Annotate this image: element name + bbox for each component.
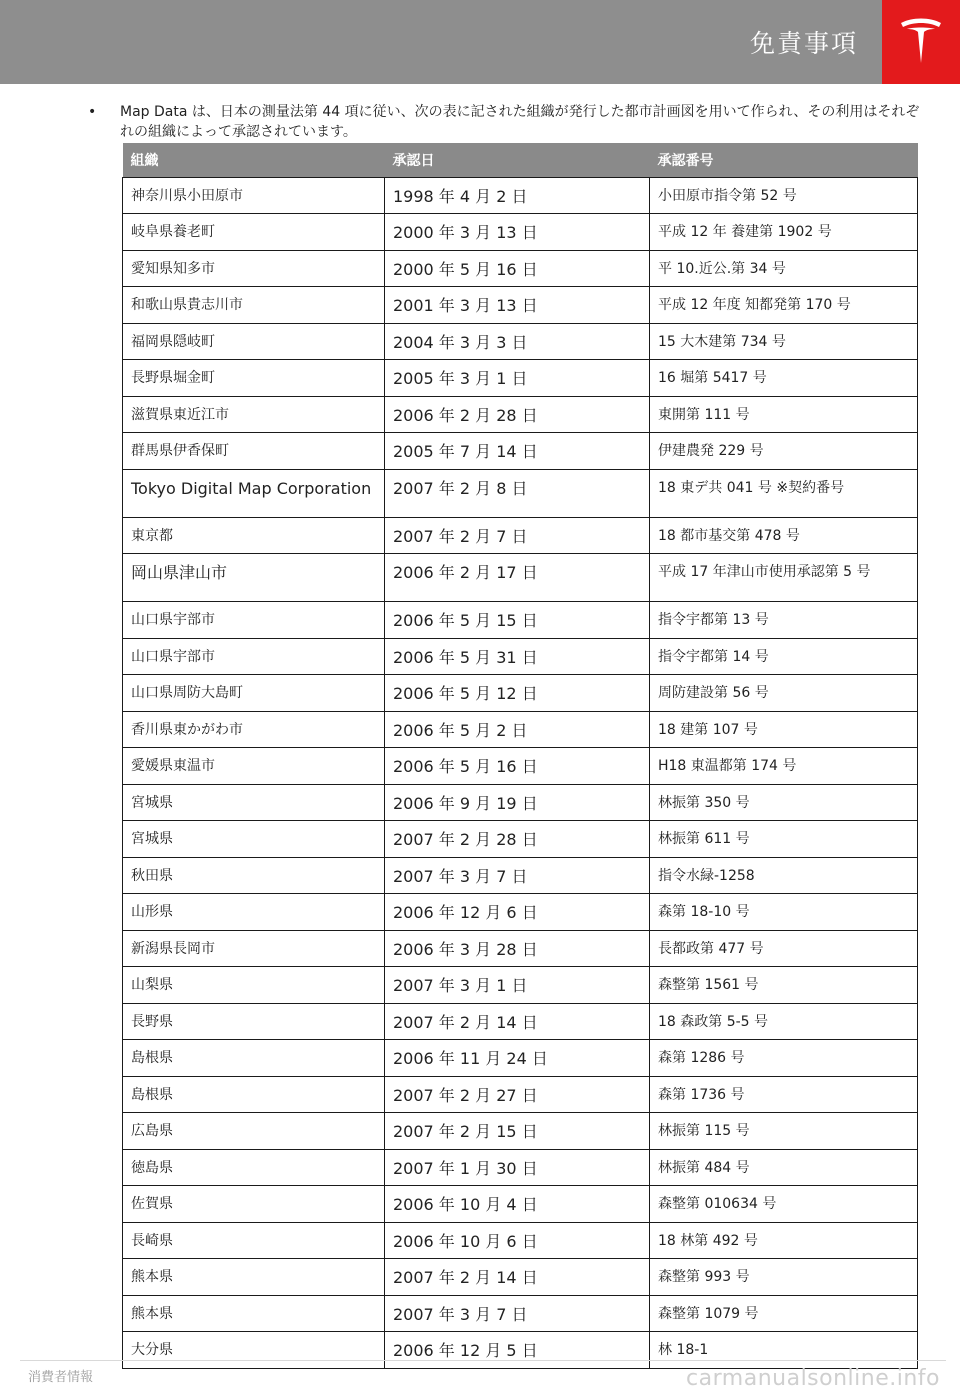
cell-organization: 長野県堀金町	[123, 360, 385, 397]
cell-organization: 熊本県	[123, 1259, 385, 1296]
cell-approval-date: 2006 年 5 月 12 日	[385, 675, 650, 712]
cell-approval-number: 平成 12 年 養建第 1902 号	[650, 214, 918, 251]
header-approval-date: 承認日	[385, 143, 650, 177]
table-row	[123, 821, 918, 858]
header-organization: 組織	[123, 143, 385, 177]
cell-organization: 滋賀県東近江市	[123, 396, 385, 433]
cell-approval-date: 2000 年 3 月 13 日	[385, 214, 650, 251]
cell-approval-number: 林振第 484 号	[650, 1149, 918, 1186]
cell-organization: 宮城県	[123, 784, 385, 821]
cell-approval-date: 2007 年 3 月 7 日	[385, 1295, 650, 1332]
table-row	[123, 323, 918, 360]
table-row	[123, 638, 918, 675]
cell-approval-number: 小田原市指令第 52 号	[650, 177, 918, 214]
cell-approval-date: 1998 年 4 月 2 日	[385, 177, 650, 214]
cell-organization: 佐賀県	[123, 1186, 385, 1223]
table-header-row	[123, 143, 918, 177]
table-row	[123, 711, 918, 748]
cell-approval-number: 森第 1286 号	[650, 1040, 918, 1077]
page-title: 免責事項	[749, 29, 858, 58]
cell-approval-number: 16 堀第 5417 号	[650, 360, 918, 397]
cell-organization: 島根県	[123, 1040, 385, 1077]
cell-organization: 岐阜県養老町	[123, 214, 385, 251]
cell-approval-date: 2007 年 2 月 15 日	[385, 1113, 650, 1150]
intro-text: Map Data は、日本の測量法第 44 項に従い、次の表に記された組織が発行した都市計画図を用いて作られ、その利用はそれぞれの組織によって承認されています。	[120, 104, 920, 140]
table-row	[123, 433, 918, 470]
cell-approval-number: 伊建農発 229 号	[650, 433, 918, 470]
cell-approval-number: 長都政第 477 号	[650, 930, 918, 967]
watermark: carmanualsonline.info	[686, 1366, 940, 1391]
footer-divider	[20, 1360, 946, 1361]
table-row	[123, 748, 918, 785]
cell-approval-date: 2001 年 3 月 13 日	[385, 287, 650, 324]
cell-approval-date: 2006 年 2 月 17 日	[385, 554, 650, 602]
cell-organization: 神奈川県小田原市	[123, 177, 385, 214]
tesla-logo-icon	[898, 17, 944, 67]
cell-approval-number: 林振第 115 号	[650, 1113, 918, 1150]
cell-approval-date: 2006 年 3 月 28 日	[385, 930, 650, 967]
cell-approval-number: 森整第 1561 号	[650, 967, 918, 1004]
cell-approval-date: 2006 年 12 月 5 日	[385, 1332, 650, 1369]
table-row	[123, 1332, 918, 1369]
table-row	[123, 1149, 918, 1186]
table-row	[123, 675, 918, 712]
table-row	[123, 554, 918, 602]
cell-approval-date: 2007 年 3 月 1 日	[385, 967, 650, 1004]
table-row	[123, 1040, 918, 1077]
cell-organization: 徳島県	[123, 1149, 385, 1186]
cell-approval-number: 森整第 993 号	[650, 1259, 918, 1296]
table-body	[123, 177, 918, 1368]
cell-organization: 山口県周防大島町	[123, 675, 385, 712]
cell-approval-date: 2007 年 2 月 27 日	[385, 1076, 650, 1113]
cell-organization: 秋田県	[123, 857, 385, 894]
cell-approval-date: 2007 年 3 月 7 日	[385, 857, 650, 894]
cell-organization: 長崎県	[123, 1222, 385, 1259]
table-row	[123, 517, 918, 554]
cell-organization: 山口県宇部市	[123, 602, 385, 639]
cell-approval-date: 2006 年 11 月 24 日	[385, 1040, 650, 1077]
cell-approval-number: 林振第 350 号	[650, 784, 918, 821]
cell-approval-number: 平成 17 年津山市使用承認第 5 号	[650, 554, 918, 602]
cell-approval-date: 2007 年 2 月 14 日	[385, 1003, 650, 1040]
cell-organization: 香川県東かがわ市	[123, 711, 385, 748]
cell-approval-number: 林振第 611 号	[650, 821, 918, 858]
cell-approval-date: 2007 年 2 月 14 日	[385, 1259, 650, 1296]
cell-approval-date: 2006 年 2 月 28 日	[385, 396, 650, 433]
footer-section-label: 消費者情報	[28, 1370, 94, 1385]
cell-organization: 和歌山県貴志川市	[123, 287, 385, 324]
cell-approval-number: 周防建設第 56 号	[650, 675, 918, 712]
cell-approval-date: 2006 年 5 月 31 日	[385, 638, 650, 675]
cell-organization: 新潟県長岡市	[123, 930, 385, 967]
cell-approval-date: 2006 年 5 月 2 日	[385, 711, 650, 748]
approval-table	[122, 143, 917, 1369]
cell-approval-number: 指令宇都第 13 号	[650, 602, 918, 639]
cell-organization: 愛媛県東温市	[123, 748, 385, 785]
cell-organization: 大分県	[123, 1332, 385, 1369]
cell-organization: Tokyo Digital Map Corporation	[123, 469, 385, 517]
cell-approval-number: 森第 18-10 号	[650, 894, 918, 931]
table-row	[123, 930, 918, 967]
cell-approval-date: 2007 年 2 月 7 日	[385, 517, 650, 554]
header-approval-number: 承認番号	[650, 143, 918, 177]
cell-organization: 広島県	[123, 1113, 385, 1150]
cell-approval-number: 指令宇都第 14 号	[650, 638, 918, 675]
cell-approval-number: 平成 12 年度 知都発第 170 号	[650, 287, 918, 324]
cell-approval-number: 東開第 111 号	[650, 396, 918, 433]
table-row	[123, 360, 918, 397]
cell-approval-date: 2005 年 3 月 1 日	[385, 360, 650, 397]
cell-approval-date: 2006 年 9 月 19 日	[385, 784, 650, 821]
cell-approval-date: 2004 年 3 月 3 日	[385, 323, 650, 360]
cell-approval-date: 2006 年 5 月 16 日	[385, 748, 650, 785]
cell-approval-date: 2006 年 10 月 6 日	[385, 1222, 650, 1259]
table-row	[123, 287, 918, 324]
cell-approval-date: 2007 年 2 月 8 日	[385, 469, 650, 517]
cell-organization: 愛知県知多市	[123, 250, 385, 287]
cell-organization: 東京都	[123, 517, 385, 554]
cell-approval-number: 18 建第 107 号	[650, 711, 918, 748]
table-row	[123, 250, 918, 287]
table-row	[123, 1259, 918, 1296]
table-row	[123, 1003, 918, 1040]
table-row	[123, 396, 918, 433]
cell-approval-number: 指令水緑-1258	[650, 857, 918, 894]
table-row	[123, 1295, 918, 1332]
cell-approval-date: 2006 年 5 月 15 日	[385, 602, 650, 639]
cell-organization: 福岡県隠岐町	[123, 323, 385, 360]
cell-approval-number: 林 18-1	[650, 1332, 918, 1369]
table-row	[123, 602, 918, 639]
table-row	[123, 1076, 918, 1113]
table-row	[123, 177, 918, 214]
table-row	[123, 1113, 918, 1150]
tesla-logo-box	[882, 0, 960, 84]
cell-approval-date: 2007 年 2 月 28 日	[385, 821, 650, 858]
table-row	[123, 1222, 918, 1259]
cell-organization: 群馬県伊香保町	[123, 433, 385, 470]
table-row	[123, 784, 918, 821]
cell-organization: 島根県	[123, 1076, 385, 1113]
cell-organization: 熊本県	[123, 1295, 385, 1332]
table-row	[123, 469, 918, 517]
cell-approval-number: 森第 1736 号	[650, 1076, 918, 1113]
cell-approval-number: 平 10.近公.第 34 号	[650, 250, 918, 287]
cell-organization: 山口県宇部市	[123, 638, 385, 675]
header-bar	[0, 0, 960, 84]
table-row	[123, 857, 918, 894]
cell-organization: 長野県	[123, 1003, 385, 1040]
cell-approval-number: 森整第 010634 号	[650, 1186, 918, 1223]
cell-approval-date: 2006 年 10 月 4 日	[385, 1186, 650, 1223]
cell-approval-number: H18 東温都第 174 号	[650, 748, 918, 785]
cell-organization: 岡山県津山市	[123, 554, 385, 602]
cell-organization: 宮城県	[123, 821, 385, 858]
table-row	[123, 1186, 918, 1223]
cell-approval-date: 2000 年 5 月 16 日	[385, 250, 650, 287]
cell-approval-date: 2007 年 1 月 30 日	[385, 1149, 650, 1186]
table-row	[123, 214, 918, 251]
cell-organization: 山梨県	[123, 967, 385, 1004]
cell-approval-number: 18 森政第 5-5 号	[650, 1003, 918, 1040]
cell-organization: 山形県	[123, 894, 385, 931]
cell-approval-number: 18 林第 492 号	[650, 1222, 918, 1259]
cell-approval-number: 森整第 1079 号	[650, 1295, 918, 1332]
table-row	[123, 894, 918, 931]
cell-approval-date: 2005 年 7 月 14 日	[385, 433, 650, 470]
table-row	[123, 967, 918, 1004]
cell-approval-number: 18 都市基交第 478 号	[650, 517, 918, 554]
cell-approval-number: 15 大木建第 734 号	[650, 323, 918, 360]
cell-approval-date: 2006 年 12 月 6 日	[385, 894, 650, 931]
bullet-marker: •	[88, 104, 97, 120]
cell-approval-number: 18 東デ共 041 号 ※契約番号	[650, 469, 918, 517]
